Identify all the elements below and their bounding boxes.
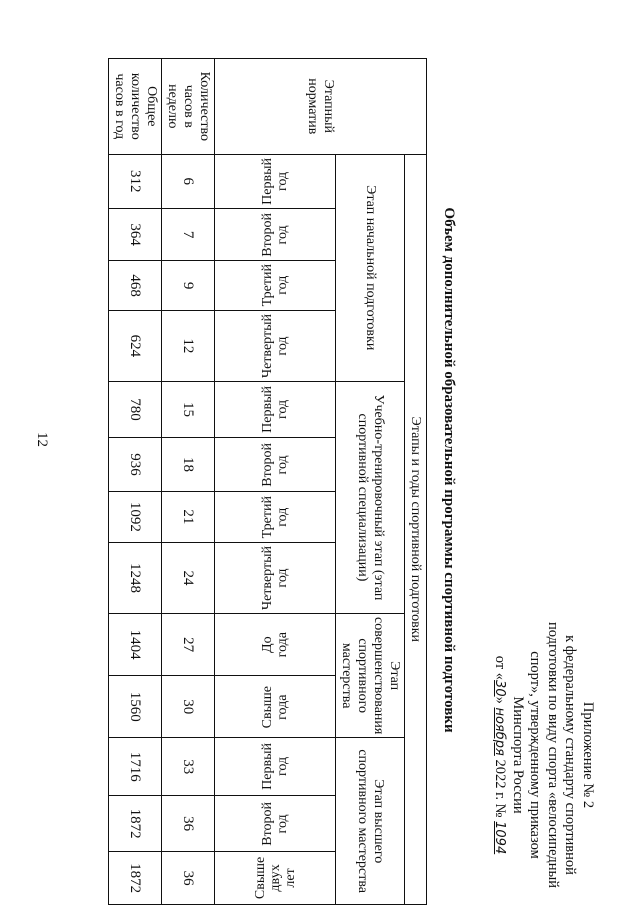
handwritten-number: 1094 <box>492 821 508 855</box>
year-header-label: Четвертый год <box>260 545 291 610</box>
table-cell: 1872 <box>109 852 162 905</box>
appendix-title: Приложение № 2 <box>580 701 596 809</box>
year-header-label: Свыше года <box>260 685 291 728</box>
table-cell: 1248 <box>109 542 162 613</box>
stage-header: Этап высшего спортивного мастерства <box>336 738 405 905</box>
year-header <box>215 438 336 492</box>
year-header <box>215 613 336 675</box>
table-cell: 7 <box>162 208 215 260</box>
appendix-line: подготовки по виду спорта «велосипедный <box>545 622 561 888</box>
table-row <box>162 59 215 905</box>
table-cell: 30 <box>162 676 215 738</box>
table-cell: 364 <box>109 208 162 260</box>
table-cell: 780 <box>109 381 162 437</box>
year-header-label: Второй год <box>260 212 291 257</box>
table-cell: 36 <box>162 852 215 905</box>
years-row <box>215 59 336 905</box>
table-cell: 21 <box>162 491 215 542</box>
year-header-label: Свыше двух лет <box>253 856 298 900</box>
row-label: Количество часов в неделю <box>162 59 215 155</box>
year-header <box>215 796 336 852</box>
table-cell: 1872 <box>109 796 162 852</box>
year-header-label: Третий год <box>260 264 291 307</box>
table-cell: 1092 <box>109 491 162 542</box>
table-cell: 9 <box>162 261 215 311</box>
appendix-line: спорт», утвержденному приказом <box>527 651 544 859</box>
stage-header: Этап совершенствования спортивного мастерства <box>336 613 405 737</box>
document-heading: Объем дополнительной образовательной программы спортивной подготовки <box>441 207 457 733</box>
appendix-line: к федеральному стандарту спортивной <box>562 635 579 875</box>
table-cell: 12 <box>162 310 215 381</box>
table-cell: 468 <box>109 261 162 311</box>
handwritten-month: ноября <box>492 707 508 756</box>
year-header-label: До года <box>260 631 291 658</box>
stages-header: Этапы и годы спортивной подготовки <box>405 154 427 904</box>
year-header <box>215 676 336 738</box>
handwritten-day: 30 <box>492 680 508 697</box>
year-header-label: Первый год <box>260 157 291 205</box>
year-header <box>215 738 336 796</box>
stage-header: Этап начальной подготовки <box>336 154 405 381</box>
year-header <box>215 381 336 437</box>
table-cell: 1404 <box>109 613 162 675</box>
table-cell: 624 <box>109 310 162 381</box>
year-header-label: Второй год <box>260 801 291 846</box>
table-row <box>109 59 162 905</box>
order-date-line: от «30» ноября 2022 г. № 1094 <box>492 655 509 855</box>
table-cell: 1716 <box>109 738 162 796</box>
table-cell: 27 <box>162 613 215 675</box>
year-header-label: Первый год <box>260 386 291 433</box>
year-header <box>215 208 336 260</box>
year-header-label: Третий год <box>260 495 291 539</box>
year-header <box>215 852 336 905</box>
table-cell: 33 <box>162 738 215 796</box>
training-volume-table <box>108 58 427 905</box>
year-header-label: Четвертый год <box>260 313 291 378</box>
table-cell: 312 <box>109 154 162 208</box>
stage-header: Учебно-тренировочный этап (этап спортивной специализации) <box>336 381 405 613</box>
year-header <box>215 261 336 311</box>
norm-header: Этапный норматив <box>215 59 427 155</box>
row-label: Общее количество часов в год <box>109 59 162 155</box>
year-header <box>215 310 336 381</box>
appendix-line: Минспорта России <box>510 696 526 814</box>
year-header <box>215 154 336 208</box>
year-header <box>215 491 336 542</box>
page-number: 12 <box>34 432 50 447</box>
year-header <box>215 542 336 613</box>
table-cell: 36 <box>162 796 215 852</box>
table-cell: 936 <box>109 438 162 492</box>
year-header-label: Первый год <box>260 743 291 791</box>
table-cell: 24 <box>162 542 215 613</box>
appendix-block <box>491 610 596 900</box>
table-cell: 18 <box>162 438 215 492</box>
table-cell: 15 <box>162 381 215 437</box>
year-header-label: Второй год <box>260 442 291 487</box>
table-cell: 6 <box>162 154 215 208</box>
table-cell: 1560 <box>109 676 162 738</box>
